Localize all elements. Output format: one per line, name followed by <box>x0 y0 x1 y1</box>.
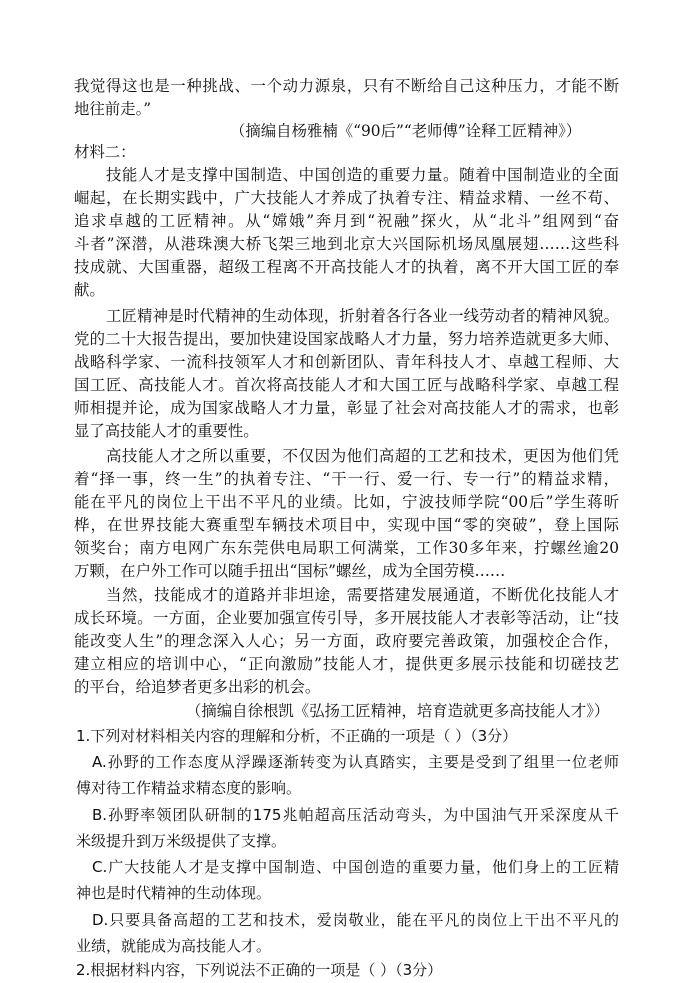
text-line: 成长环境。一方面，企业要加强宣传引导，多开展技能人才表彰等活动，让“技 <box>74 609 619 627</box>
text-line: 工匠精神是时代精神的生动体现，折射着各行各业一线劳动者的精神风貌。 <box>106 307 619 325</box>
question-1-option-b-cont: 米级提升到万米级提供了支撑。 <box>76 832 287 850</box>
text-line: 显了高技能人才的重要性。 <box>74 422 259 440</box>
text-line: 追求卓越的工匠精神。从“嫦娥”奔月到“祝融”探火，从“北斗”组网到“奋 <box>74 212 619 230</box>
text-line: 师相提并论，成为国家战略人才力量，彰显了社会对高技能人才的需求，也彰 <box>74 399 619 417</box>
text-line: 技能人才是支撑中国制造、中国创造的重要力量。随着中国制造业的全面 <box>106 166 619 184</box>
text-line: 战略科学家、一流科技领军人才和创新团队、青年科技人才、卓越工程师、大 <box>74 353 619 371</box>
text-line: 技成就、大国重器，超级工程离不开高技能人才的执着，离不开大国工匠的奉 <box>74 258 619 276</box>
text-line: 崛起，在长期实践中，广大技能人才养成了执着专注、精益求精、一丝不苟、 <box>74 189 619 207</box>
text-line: 党的二十大报告提出，要加快建设国家战略人才力量，努力培养造就更多大师、 <box>74 330 619 348</box>
text-line: 的平台，给追梦者更多出彩的机会。 <box>74 678 321 696</box>
question-1-option-a: A.孙野的工作态度从浮躁逐渐转变为认真踏实，主要是受到了组里一位老师 <box>92 753 619 771</box>
text-line: 我觉得这也是一种挑战、一个动力源泉，只有不断给自己这种压力，才能不断 <box>74 77 619 95</box>
text-line: 能改变人生”的理念深入人心；另一方面，政府要完善政策，加强校企合作， <box>74 632 619 650</box>
text-line: 献。 <box>74 281 105 299</box>
question-1: 1.下列对材料相关内容的理解和分析，不正确的一项是（ ）（3分） <box>76 727 518 745</box>
source-citation: （摘编自杨雅楠《“90后”“老师傅”诠释工匠精神》） <box>230 122 582 140</box>
question-1-option-a-cont: 傅对待工作精益求精态度的影响。 <box>76 779 302 797</box>
text-line: 着“择一事，终一生”的执着专注、“干一行、爱一行、专一行”的精益求精， <box>74 470 619 488</box>
question-1-option-d-cont: 业绩，就能成为高技能人才。 <box>76 937 272 955</box>
text-line: 当然，技能成才的道路并非坦途，需要搭建发展通道，不断优化技能人才 <box>106 586 619 604</box>
question-1-option-c: C.广大技能人才是支撑中国制造、中国创造的重要力量，他们身上的工匠精 <box>92 858 619 876</box>
source-citation: （摘编自徐根凯《弘扬工匠精神，培育造就更多高技能人才》） <box>186 702 610 720</box>
text-line: 斗者”深潜，从港珠澳大桥飞架三地到北京大兴国际机场凤凰展翅……这些科 <box>74 235 619 253</box>
text-line: 地往前走。” <box>74 100 152 118</box>
text-line: 领奖台；南方电网广东东莞供电局职工何满棠，工作30多年来，拧螺丝逾20 <box>74 539 619 557</box>
text-line: 能在平凡的岗位上干出不平凡的业绩。比如，宁波技师学院“00后”学生蒋昕 <box>74 493 619 511</box>
section-heading: 材料二： <box>74 143 136 161</box>
text-line: 国工匠、高技能人才。首次将高技能人才和大国工匠与战略科学家、卓越工程 <box>74 376 619 394</box>
question-1-option-c-cont: 神也是时代精神的生动体现。 <box>76 884 272 902</box>
question-1-option-b: B.孙野率领团队研制的175兆帕超高压活动弯头，为中国油气开采深度从千 <box>92 806 619 824</box>
question-2: 2.根据材料内容，下列说法不正确的一项是（ ）（3分） <box>76 961 443 979</box>
text-line: 万颗，在户外工作可以随手扭出“国标”螺丝，成为全国劳模…… <box>74 562 506 580</box>
text-line: 桦，在世界技能大赛重型车辆技术项目中，实现中国“零的突破”，登上国际 <box>74 516 619 534</box>
question-1-option-d: D.只要具备高超的工艺和技术，爱岗敬业，能在平凡的岗位上干出不平凡的 <box>92 911 619 929</box>
text-line: 建立相应的培训中心，“正向激励”技能人才，提供更多展示技能和切磋技艺 <box>74 655 619 673</box>
text-line: 高技能人才之所以重要，不仅因为他们高超的工艺和技术，更因为他们凭 <box>106 447 619 465</box>
